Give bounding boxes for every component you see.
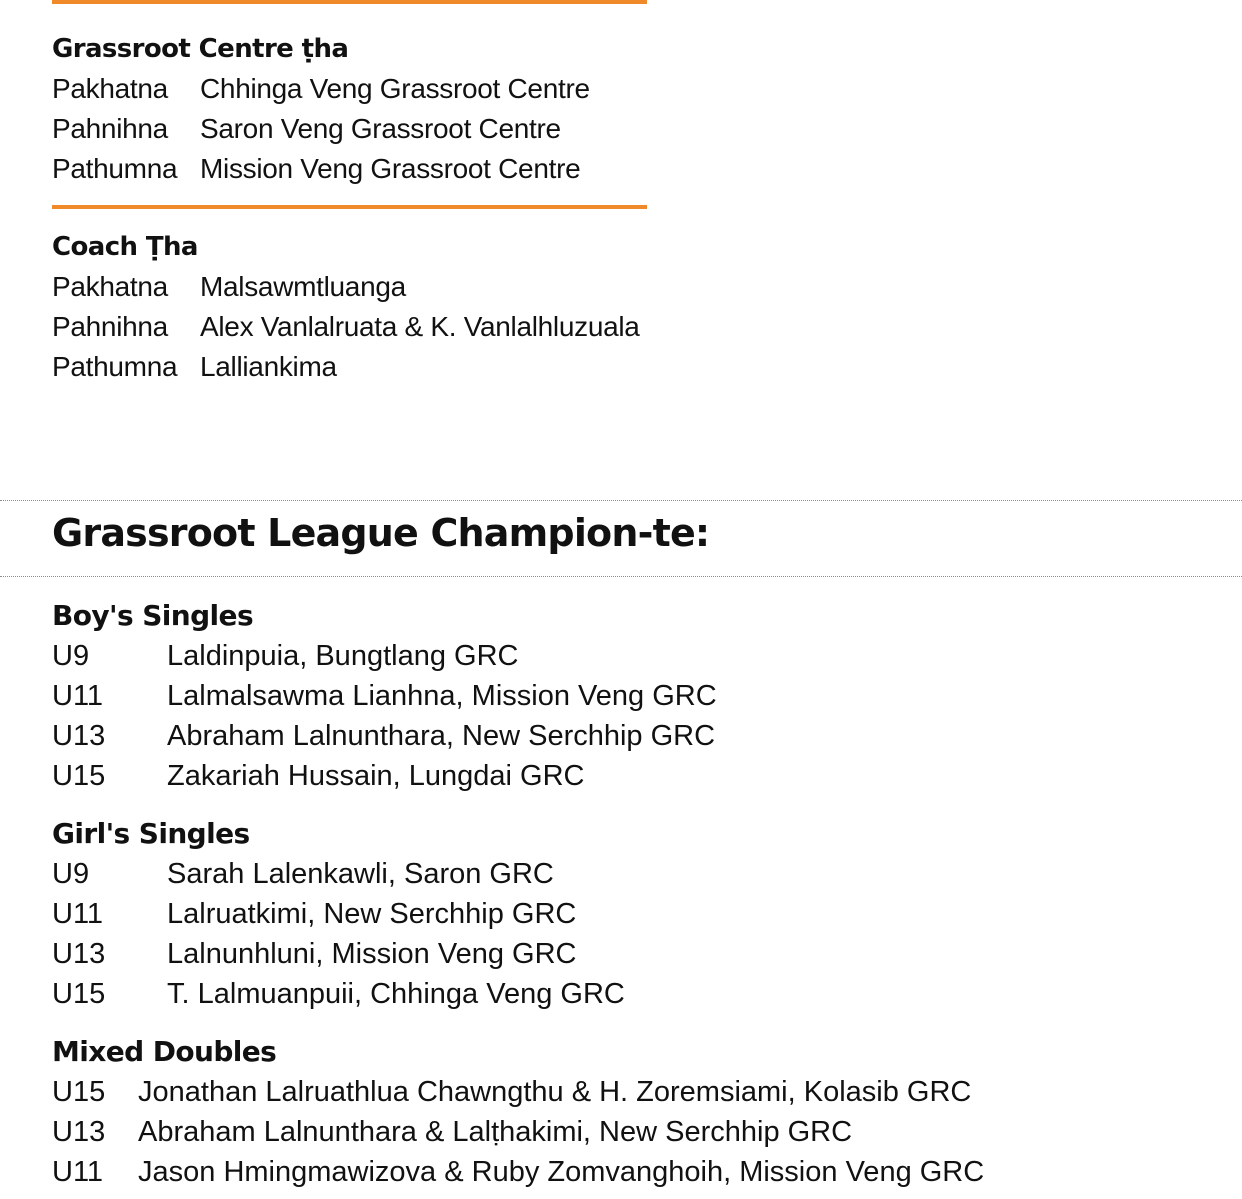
age-group: U13	[52, 938, 106, 970]
rank-label: Pakhatna	[52, 73, 168, 104]
champion-name: Jonathan Lalruathlua Chawngthu & H. Zoremsiami, Kolasib GRC	[138, 1076, 972, 1108]
girls-singles-title: Girl's Singles	[52, 817, 250, 850]
champion-name: Zakariah Hussain, Lungdai GRC	[167, 760, 585, 792]
champion-name: T. Lalmuanpuii, Chhinga Veng GRC	[167, 978, 625, 1010]
league-title: Grassroot League Champion-te:	[52, 511, 710, 555]
age-group: U11	[52, 898, 104, 930]
girls-singles-section	[52, 814, 625, 1014]
age-group: U11	[52, 1156, 104, 1188]
age-group: U13	[52, 720, 106, 752]
champion-name: Sarah Lalenkawli, Saron GRC	[167, 858, 554, 890]
champion-name: Jason Hmingmawizova & Ruby Zomvanghoih, Mission Veng GRC	[138, 1156, 985, 1188]
rank-label: Pakhatna	[52, 271, 168, 302]
mixed-doubles-title: Mixed Doubles	[52, 1035, 277, 1068]
champion-row	[52, 934, 625, 974]
age-group: U15	[52, 978, 106, 1010]
champion-name: Lalruatkimi, New Serchhip GRC	[167, 898, 577, 930]
rank-label: Pahnihna	[52, 113, 168, 144]
section-divider	[52, 205, 647, 209]
champion-name: Abraham Lalnunthara & Lalṭhakimi, New Serchhip GRC	[138, 1116, 853, 1148]
grassroot-centre-title: Grassroot Centre ṭha	[52, 34, 349, 64]
champion-name: Lalmalsawma Lianhna, Mission Veng GRC	[167, 680, 717, 712]
champion-row	[52, 974, 625, 1014]
rank-label: Pathumna	[52, 153, 178, 184]
centre-name: Saron Veng Grassroot Centre	[200, 113, 561, 144]
league-header-bottom-rule	[0, 576, 1242, 577]
centre-name: Mission Veng Grassroot Centre	[200, 153, 581, 184]
age-group: U13	[52, 1116, 106, 1148]
champion-row	[52, 1152, 984, 1192]
coach-section	[52, 227, 640, 387]
age-group: U9	[52, 640, 90, 672]
champion-name: Abraham Lalnunthara, New Serchhip GRC	[167, 720, 716, 752]
champion-name: Laldinpuia, Bungtlang GRC	[167, 640, 519, 672]
age-group: U15	[52, 1076, 106, 1108]
champion-row	[52, 894, 625, 934]
top-divider	[52, 0, 647, 4]
ranking-row	[52, 307, 640, 347]
champion-row	[52, 1072, 984, 1112]
age-group: U9	[52, 858, 90, 890]
centre-name: Chhinga Veng Grassroot Centre	[200, 73, 590, 104]
ranking-row	[52, 267, 640, 307]
ranking-row	[52, 109, 590, 149]
rank-label: Pahnihna	[52, 311, 168, 342]
rank-label: Pathumna	[52, 351, 178, 382]
coach-name: Alex Vanlalruata & K. Vanlalhluzuala	[200, 311, 640, 342]
boys-singles-title: Boy's Singles	[52, 599, 254, 632]
champion-row	[52, 854, 625, 894]
champion-row	[52, 636, 717, 676]
champion-row	[52, 716, 717, 756]
mixed-doubles-section	[52, 1032, 984, 1192]
ranking-row	[52, 347, 640, 387]
ranking-row	[52, 69, 590, 109]
champion-row	[52, 756, 717, 796]
age-group: U15	[52, 760, 106, 792]
champion-row	[52, 1112, 984, 1152]
ranking-row	[52, 149, 590, 189]
coach-name: Lalliankima	[200, 351, 337, 382]
coach-name: Malsawmtluanga	[200, 271, 406, 302]
grassroot-centre-section	[52, 29, 590, 189]
coach-title: Coach Ṭha	[52, 232, 198, 262]
league-header-top-rule	[0, 500, 1242, 501]
age-group: U11	[52, 680, 104, 712]
boys-singles-section	[52, 596, 717, 796]
champion-row	[52, 676, 717, 716]
champion-name: Lalnunhluni, Mission Veng GRC	[167, 938, 577, 970]
